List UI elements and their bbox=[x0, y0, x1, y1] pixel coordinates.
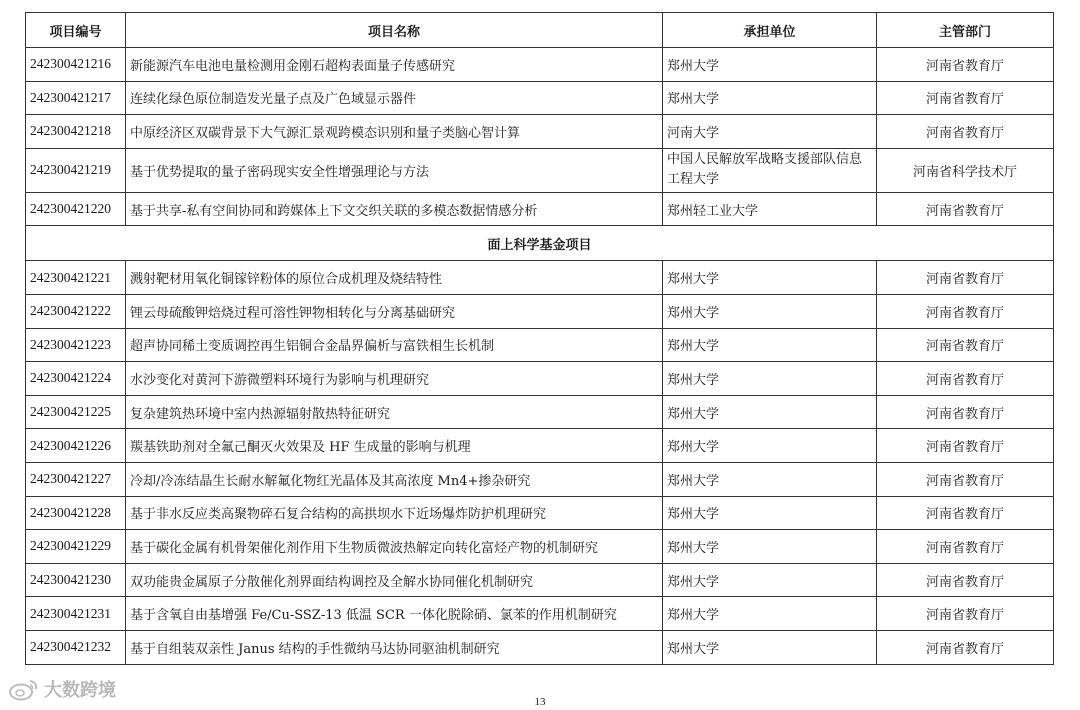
project-id: 242300421227 bbox=[26, 462, 126, 496]
project-id: 242300421221 bbox=[26, 261, 126, 295]
table-row bbox=[26, 462, 1054, 496]
project-id: 242300421217 bbox=[26, 81, 126, 115]
project-dept: 河南省教育厅 bbox=[877, 362, 1054, 396]
project-unit: 郑州大学 bbox=[663, 429, 877, 463]
project-dept: 河南省教育厅 bbox=[877, 81, 1054, 115]
project-id: 242300421225 bbox=[26, 395, 126, 429]
project-dept: 河南省教育厅 bbox=[877, 261, 1054, 295]
project-id: 242300421224 bbox=[26, 362, 126, 396]
project-unit: 中国人民解放军战略支援部队信息工程大学 bbox=[663, 148, 877, 192]
project-dept: 河南省教育厅 bbox=[877, 530, 1054, 564]
project-name: 双功能贵金属原子分散催化剂界面结构调控及全解水协同催化机制研究 bbox=[126, 563, 663, 597]
project-id: 242300421223 bbox=[26, 328, 126, 362]
project-name: 连续化绿色原位制造发光量子点及广色域显示器件 bbox=[126, 81, 663, 115]
watermark-text: 大数跨境 bbox=[44, 680, 116, 701]
project-id: 242300421232 bbox=[26, 630, 126, 664]
project-unit: 郑州大学 bbox=[663, 530, 877, 564]
table-row bbox=[26, 148, 1054, 192]
project-name: 基于共享-私有空间协同和跨媒体上下文交织关联的多模态数据情感分析 bbox=[126, 192, 663, 226]
section-row bbox=[26, 226, 1054, 261]
project-name: 超声协同稀土变质调控再生铝铜合金晶界偏析与富铁相生长机制 bbox=[126, 328, 663, 362]
project-unit: 郑州大学 bbox=[663, 563, 877, 597]
project-name: 锂云母硫酸钾焙烧过程可溶性钾物相转化与分离基础研究 bbox=[126, 294, 663, 328]
project-unit: 郑州大学 bbox=[663, 630, 877, 664]
project-id: 242300421228 bbox=[26, 496, 126, 530]
project-unit: 郑州轻工业大学 bbox=[663, 192, 877, 226]
project-id: 242300421218 bbox=[26, 115, 126, 149]
project-unit: 郑州大学 bbox=[663, 395, 877, 429]
project-id: 242300421231 bbox=[26, 597, 126, 631]
project-unit: 郑州大学 bbox=[663, 294, 877, 328]
table-row bbox=[26, 429, 1054, 463]
project-name: 溅射靶材用氧化铜镓锌粉体的原位合成机理及烧结特性 bbox=[126, 261, 663, 295]
table-row bbox=[26, 48, 1054, 82]
project-id: 242300421226 bbox=[26, 429, 126, 463]
table-row bbox=[26, 597, 1054, 631]
project-dept: 河南省教育厅 bbox=[877, 429, 1054, 463]
project-unit: 郑州大学 bbox=[663, 597, 877, 631]
project-id: 242300421230 bbox=[26, 563, 126, 597]
project-unit: 郑州大学 bbox=[663, 328, 877, 362]
header-project-id: 项目编号 bbox=[26, 13, 126, 48]
table-row bbox=[26, 395, 1054, 429]
project-unit: 郑州大学 bbox=[663, 48, 877, 82]
table-row bbox=[26, 192, 1054, 226]
project-dept: 河南省教育厅 bbox=[877, 496, 1054, 530]
table-row bbox=[26, 362, 1054, 396]
project-dept: 河南省教育厅 bbox=[877, 115, 1054, 149]
project-table bbox=[25, 12, 1054, 665]
table-row bbox=[26, 294, 1054, 328]
header-dept: 主管部门 bbox=[877, 13, 1054, 48]
table-row bbox=[26, 496, 1054, 530]
project-name: 基于优势提取的量子密码现实安全性增强理论与方法 bbox=[126, 148, 663, 192]
project-unit: 郑州大学 bbox=[663, 81, 877, 115]
project-dept: 河南省教育厅 bbox=[877, 563, 1054, 597]
project-dept: 河南省教育厅 bbox=[877, 192, 1054, 226]
project-dept: 河南省教育厅 bbox=[877, 630, 1054, 664]
project-unit: 河南大学 bbox=[663, 115, 877, 149]
project-id: 242300421220 bbox=[26, 192, 126, 226]
table-row bbox=[26, 530, 1054, 564]
project-unit: 郑州大学 bbox=[663, 261, 877, 295]
page-number: 13 bbox=[534, 696, 546, 708]
header-project-name: 项目名称 bbox=[126, 13, 663, 48]
table-row bbox=[26, 261, 1054, 295]
project-name: 基于非水反应类高聚物碎石复合结构的高拱坝水下近场爆炸防护机理研究 bbox=[126, 496, 663, 530]
table-row bbox=[26, 81, 1054, 115]
project-dept: 河南省教育厅 bbox=[877, 328, 1054, 362]
project-dept: 河南省教育厅 bbox=[877, 462, 1054, 496]
section-title: 面上科学基金项目 bbox=[26, 226, 1054, 261]
table-row bbox=[26, 328, 1054, 362]
project-dept: 河南省科学技术厅 bbox=[877, 148, 1054, 192]
project-id: 242300421229 bbox=[26, 530, 126, 564]
project-id: 242300421216 bbox=[26, 48, 126, 82]
project-dept: 河南省教育厅 bbox=[877, 294, 1054, 328]
table-row bbox=[26, 563, 1054, 597]
project-name: 基于碳化金属有机骨架催化剂作用下生物质微波热解定向转化富烃产物的机制研究 bbox=[126, 530, 663, 564]
project-dept: 河南省教育厅 bbox=[877, 597, 1054, 631]
project-dept: 河南省教育厅 bbox=[877, 395, 1054, 429]
project-name: 中原经济区双碳背景下大气源汇景观跨模态识别和量子类脑心智计算 bbox=[126, 115, 663, 149]
project-id: 242300421219 bbox=[26, 148, 126, 192]
table-row bbox=[26, 630, 1054, 664]
header-unit: 承担单位 bbox=[663, 13, 877, 48]
project-name: 水沙变化对黄河下游微塑料环境行为影响与机理研究 bbox=[126, 362, 663, 396]
project-name: 新能源汽车电池电量检测用金刚石超构表面量子传感研究 bbox=[126, 48, 663, 82]
project-unit: 郑州大学 bbox=[663, 496, 877, 530]
project-name: 基于含氧自由基增强 Fe/Cu-SSZ-13 低温 SCR 一体化脱除硝、氯苯的作用机制研究 bbox=[126, 597, 663, 631]
project-unit: 郑州大学 bbox=[663, 362, 877, 396]
project-name: 冷却/冷冻结晶生长耐水解氟化物红光晶体及其高浓度 Mn4+掺杂研究 bbox=[126, 462, 663, 496]
project-unit: 郑州大学 bbox=[663, 462, 877, 496]
table-header-row bbox=[26, 13, 1054, 48]
table-row bbox=[26, 115, 1054, 149]
project-name: 羰基铁助剂对全氟己酮灭火效果及 HF 生成量的影响与机理 bbox=[126, 429, 663, 463]
project-name: 基于自组装双亲性 Janus 结构的手性微纳马达协同驱油机制研究 bbox=[126, 630, 663, 664]
project-name: 复杂建筑热环境中室内热源辐射散热特征研究 bbox=[126, 395, 663, 429]
project-dept: 河南省教育厅 bbox=[877, 48, 1054, 82]
project-id: 242300421222 bbox=[26, 294, 126, 328]
